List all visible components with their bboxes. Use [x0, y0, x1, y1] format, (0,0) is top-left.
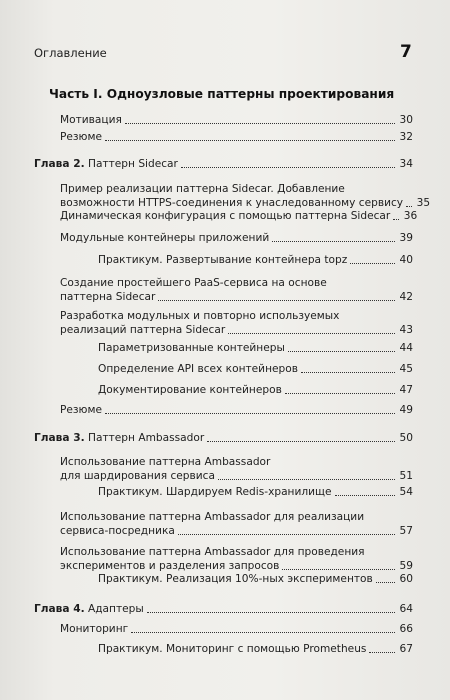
chapter-number: Глава 2.	[34, 158, 85, 170]
toc-entry-line	[60, 290, 413, 304]
toc-entry-title: Документирование контейнеров	[98, 384, 282, 396]
toc-page-ref: 42	[399, 291, 413, 303]
toc-entry-line	[98, 572, 413, 586]
toc-entry	[60, 403, 413, 417]
toc-entry-title: сервиса-посредника	[60, 525, 175, 537]
toc-entry	[98, 341, 413, 355]
toc-entry-title: Использование паттерна Ambassador	[60, 456, 271, 468]
toc-entry-title: Практикум. Шардируем Redis-хранилище	[98, 486, 332, 498]
toc-entry-title: Резюме	[60, 404, 102, 416]
toc-entry-title: Практикум. Развертывание контейнера topz	[98, 254, 348, 266]
dot-leader	[228, 333, 395, 334]
toc-entry	[98, 383, 413, 397]
toc-page-ref: 45	[399, 363, 413, 375]
running-head: Оглавление	[34, 46, 107, 60]
toc-entry-line	[60, 545, 413, 559]
toc-entry-line	[60, 524, 413, 538]
toc-chapter-entry	[34, 157, 413, 171]
toc-page-ref: 54	[399, 486, 413, 498]
toc-entry-line	[60, 559, 413, 573]
dot-leader	[369, 652, 395, 653]
toc-entry-title: Пример реализации паттерна Sidecar. Добавление	[60, 183, 345, 195]
dot-leader	[272, 241, 395, 242]
toc-entry	[60, 276, 413, 304]
toc-entry-line	[60, 196, 431, 210]
part-heading: Часть I. Одноузловые паттерны проектирования	[49, 87, 395, 101]
toc-page-ref: 30	[399, 114, 413, 126]
dot-leader	[288, 351, 395, 352]
toc-entry	[60, 182, 431, 210]
toc-entry-line	[34, 431, 413, 445]
toc-entry	[60, 231, 413, 245]
toc-entry-title: Определение API всех контейнеров	[98, 363, 298, 375]
dot-leader	[376, 582, 395, 583]
toc-page-ref: 50	[399, 432, 413, 444]
toc-entry-title: Мотивация	[60, 114, 122, 126]
toc-entry-title: Параметризованные контейнеры	[98, 342, 285, 354]
toc-entry-line	[60, 403, 413, 417]
dot-leader	[105, 413, 395, 414]
toc-entry-line	[98, 485, 413, 499]
toc-entry-title: возможности HTTPS-соединения к унаследованному сервису	[60, 197, 404, 209]
toc-entry	[60, 130, 413, 144]
toc-page-ref: 66	[399, 623, 413, 635]
toc-entry-title: Динамическая конфигурация с помощью паттерна Sidecar	[60, 210, 391, 222]
toc-entry-title: Паттерн Ambassador	[87, 432, 205, 444]
toc-entry	[98, 572, 413, 586]
toc-entry-line	[60, 231, 413, 245]
toc-page-ref: 34	[399, 158, 413, 170]
toc-entry-title: Модульные контейнеры приложений	[60, 232, 270, 244]
toc-entry-line	[98, 362, 413, 376]
toc-page-ref: 64	[399, 603, 413, 615]
dot-leader	[285, 393, 395, 394]
toc-entry	[98, 485, 413, 499]
chapter-number: Глава 4.	[34, 603, 85, 615]
toc-chapter-entry	[34, 602, 413, 616]
chapter-number: Глава 3.	[34, 432, 85, 444]
toc-page-ref: 43	[399, 324, 413, 336]
toc-entry-title: Разработка модульных и повторно используемых	[60, 310, 340, 322]
toc-entry-line	[98, 341, 413, 355]
toc-entry-line	[60, 130, 413, 144]
toc-page-ref: 51	[399, 470, 413, 482]
toc-page-ref: 60	[399, 573, 413, 585]
page-number: 7	[400, 42, 412, 62]
dot-leader	[218, 479, 395, 480]
toc-entry-title: Практикум. Мониторинг с помощью Prometheus	[98, 643, 367, 655]
toc-page-ref: 47	[399, 384, 413, 396]
toc-entry-line	[98, 253, 413, 267]
dot-leader	[147, 612, 395, 613]
dot-leader	[393, 219, 399, 220]
dot-leader	[406, 206, 412, 207]
toc-entry-line	[60, 209, 418, 223]
toc-entry-line	[60, 469, 413, 483]
toc-entry-title: реализаций паттерна Sidecar	[60, 324, 226, 336]
toc-entry-line	[98, 642, 413, 656]
toc-page-ref: 59	[399, 560, 413, 572]
toc-page-ref: 32	[399, 131, 413, 143]
toc-entry	[60, 545, 413, 573]
toc-entry-title: для шардирования сервиса	[60, 470, 215, 482]
dot-leader	[181, 167, 395, 168]
toc-entry	[98, 642, 413, 656]
toc-entry-line	[34, 602, 413, 616]
dot-leader	[178, 534, 395, 535]
toc-entry-title: экспериментов и разделения запросов	[60, 560, 280, 572]
toc-entry-line	[60, 455, 413, 469]
toc-entry	[60, 209, 418, 223]
toc-entry-title: Паттерн Sidecar	[87, 158, 178, 170]
dot-leader	[131, 632, 395, 633]
toc-entry-line	[60, 309, 413, 323]
dot-leader	[335, 495, 395, 496]
toc-entry-title: Мониторинг	[60, 623, 129, 635]
toc-entry-title: Резюме	[60, 131, 102, 143]
toc-page-ref: 36	[403, 210, 418, 222]
toc-entry-title: Практикум. Реализация 10%-ных экспериментов	[98, 573, 373, 585]
toc-entry-title: Использование паттерна Ambassador для реализации	[60, 511, 365, 523]
toc-page-ref: 57	[399, 525, 413, 537]
toc-entry	[98, 362, 413, 376]
toc-page-ref: 44	[399, 342, 413, 354]
toc-entry-line	[60, 510, 413, 524]
toc-entry-line	[60, 276, 413, 290]
dot-leader	[207, 441, 395, 442]
toc-entry-title: паттерна Sidecar	[60, 291, 156, 303]
toc-entry-title: Использование паттерна Ambassador для проведения	[60, 546, 365, 558]
dot-leader	[350, 263, 395, 264]
dot-leader	[105, 140, 395, 141]
toc-page-ref: 35	[416, 197, 431, 209]
toc-entry	[60, 510, 413, 538]
toc-page-ref: 40	[399, 254, 413, 266]
toc-entry-line	[60, 113, 413, 127]
toc-entry-line	[98, 383, 413, 397]
toc-entry-line	[34, 157, 413, 171]
dot-leader	[282, 569, 395, 570]
toc-page-ref: 49	[399, 404, 413, 416]
toc-entry	[60, 622, 413, 636]
toc-entry-line	[60, 323, 413, 337]
dot-leader	[158, 300, 395, 301]
dot-leader	[301, 372, 395, 373]
toc-entry	[60, 309, 413, 337]
dot-leader	[125, 123, 395, 124]
toc-entry-title: Создание простейшего PaaS-сервиса на основе	[60, 277, 327, 289]
toc-chapter-entry	[34, 431, 413, 445]
toc-entry	[98, 253, 413, 267]
toc-entry-line	[60, 182, 413, 196]
toc-entry-line	[60, 622, 413, 636]
toc-page-ref: 39	[399, 232, 413, 244]
toc-entry-title: Адаптеры	[87, 603, 144, 615]
toc-entry	[60, 113, 413, 127]
toc-entry	[60, 455, 413, 483]
toc-page-ref: 67	[399, 643, 413, 655]
